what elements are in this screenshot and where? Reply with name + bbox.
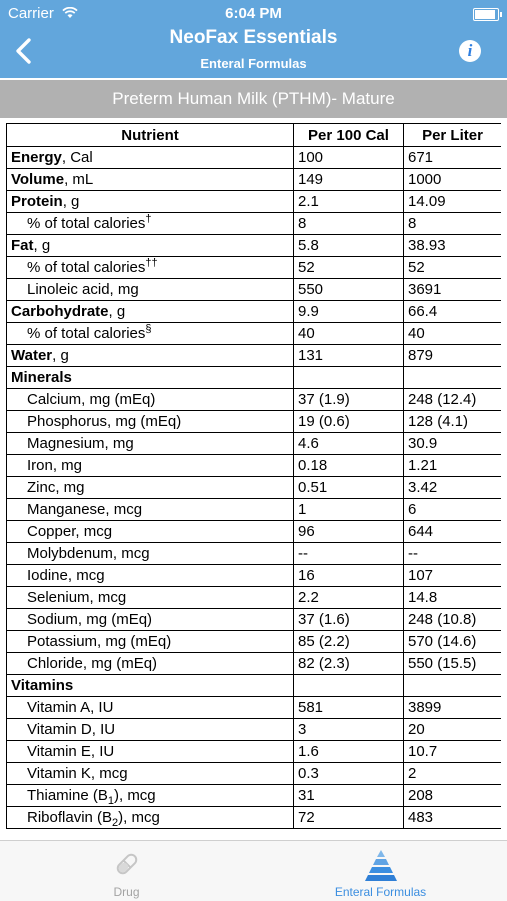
nutrient-label: Vitamin K, mcg	[27, 765, 128, 782]
value-per-100-cal	[294, 675, 404, 697]
tab-bar	[0, 840, 507, 901]
value-per-100-cal: 40	[294, 323, 404, 345]
column-header-nutrient: Nutrient	[7, 124, 294, 147]
nutrient-cell	[7, 631, 294, 653]
nutrient-subscript: 2	[112, 817, 119, 829]
table-row	[7, 763, 502, 785]
value-per-100-cal: 52	[294, 257, 404, 279]
table-row	[7, 807, 502, 829]
nutrient-table-container[interactable]	[6, 123, 501, 840]
value-per-liter: 38.93	[404, 235, 502, 257]
table-row	[7, 301, 502, 323]
table-row	[7, 389, 502, 411]
nutrient-cell	[7, 301, 294, 323]
value-per-100-cal: 2.2	[294, 587, 404, 609]
value-per-100-cal: 1.6	[294, 741, 404, 763]
nutrient-cell	[7, 521, 294, 543]
value-per-100-cal: 37 (1.6)	[294, 609, 404, 631]
nutrient-label: , g	[108, 303, 126, 320]
nutrient-cell	[7, 389, 294, 411]
value-per-liter: 570 (14.6)	[404, 631, 502, 653]
nutrient-subscript: 1	[107, 795, 114, 807]
nutrient-cell	[7, 169, 294, 191]
carrier-label: Carrier	[8, 5, 54, 22]
value-per-liter	[404, 367, 502, 389]
value-per-liter: 40	[404, 323, 502, 345]
nutrient-label-suffix: ), mcg	[113, 787, 156, 804]
nutrient-bold: Volume	[11, 171, 65, 188]
value-per-100-cal: 581	[294, 697, 404, 719]
nutrient-cell	[7, 455, 294, 477]
value-per-liter: 3899	[404, 697, 502, 719]
table-row	[7, 741, 502, 763]
nutrient-label: % of total calories	[27, 259, 146, 276]
table-row	[7, 411, 502, 433]
value-per-100-cal: 37 (1.9)	[294, 389, 404, 411]
nutrient-cell	[7, 565, 294, 587]
nutrient-label: , Cal	[61, 149, 93, 166]
value-per-liter: 248 (12.4)	[404, 389, 502, 411]
nutrient-label: Potassium, mg (mEq)	[27, 633, 172, 650]
value-per-100-cal: 100	[294, 147, 404, 169]
nutrient-cell	[7, 257, 294, 279]
nutrient-cell	[7, 191, 294, 213]
table-row	[7, 169, 502, 191]
nutrient-label: , g	[52, 347, 69, 364]
nutrient-bold: Carbohydrate	[11, 303, 109, 320]
nutrient-cell	[7, 279, 294, 301]
nutrient-label-suffix: ), mcg	[118, 809, 160, 826]
value-per-100-cal: 5.8	[294, 235, 404, 257]
nutrient-cell	[7, 367, 294, 389]
nutrient-label: Thiamine (B	[27, 787, 108, 804]
nav-bar	[0, 28, 507, 78]
nutrient-cell	[7, 785, 294, 807]
table-row	[7, 785, 502, 807]
nutrient-label: Molybdenum, mcg	[27, 545, 150, 562]
tab-enteral-formulas-label: Enteral Formulas	[334, 885, 427, 899]
value-per-100-cal: 1	[294, 499, 404, 521]
value-per-100-cal: 0.18	[294, 455, 404, 477]
value-per-liter: 483	[404, 807, 502, 829]
nutrient-table	[6, 123, 501, 829]
table-row	[7, 565, 502, 587]
table-row	[7, 499, 502, 521]
value-per-100-cal: 3	[294, 719, 404, 741]
value-per-liter: 208	[404, 785, 502, 807]
table-row	[7, 433, 502, 455]
nutrient-label: Iodine, mcg	[27, 567, 105, 584]
value-per-100-cal: 149	[294, 169, 404, 191]
nutrient-label: Iron, mg	[27, 457, 83, 474]
nutrient-bold: Vitamins	[11, 677, 74, 694]
nutrient-cell	[7, 807, 294, 829]
nutrient-cell	[7, 213, 294, 235]
nutrient-label: % of total calories	[27, 215, 146, 232]
nutrient-label: Chloride, mg (mEq)	[27, 655, 158, 672]
value-per-100-cal: 2.1	[294, 191, 404, 213]
pyramid-icon	[361, 849, 401, 888]
nutrient-bold: Protein	[11, 193, 63, 210]
nutrient-label: Phosphorus, mg (mEq)	[27, 413, 182, 430]
nutrient-label: Riboflavin (B	[27, 809, 113, 826]
nutrient-label: Linoleic acid, mg	[27, 281, 139, 298]
value-per-liter: 644	[404, 521, 502, 543]
nutrient-label: Copper, mcg	[27, 523, 113, 540]
value-per-liter: --	[404, 543, 502, 565]
value-per-100-cal: 16	[294, 565, 404, 587]
column-header-per-100-cal: Per 100 Cal	[294, 124, 404, 147]
value-per-liter: 66.4	[404, 301, 502, 323]
value-per-liter: 879	[404, 345, 502, 367]
value-per-liter: 10.7	[404, 741, 502, 763]
value-per-100-cal: 9.9	[294, 301, 404, 323]
table-row	[7, 345, 502, 367]
table-row	[7, 587, 502, 609]
page-title: NeoFax Essentials	[169, 27, 338, 48]
nutrient-label: Vitamin A, IU	[27, 699, 114, 716]
nutrient-cell	[7, 235, 294, 257]
nutrient-cell	[7, 653, 294, 675]
value-per-liter: 6	[404, 499, 502, 521]
table-row	[7, 609, 502, 631]
table-row	[7, 367, 502, 389]
section-header: Preterm Human Milk (PTHM)- Mature	[0, 80, 507, 118]
table-row	[7, 191, 502, 213]
nutrient-label: % of total calories	[27, 325, 146, 342]
value-per-100-cal: 82 (2.3)	[294, 653, 404, 675]
footnote-marker: §	[145, 323, 152, 335]
table-row	[7, 455, 502, 477]
value-per-liter: 1000	[404, 169, 502, 191]
value-per-100-cal: 31	[294, 785, 404, 807]
nutrient-cell	[7, 741, 294, 763]
table-row	[7, 631, 502, 653]
nutrient-label: , mL	[64, 171, 94, 188]
value-per-100-cal: 131	[294, 345, 404, 367]
value-per-liter: 550 (15.5)	[404, 653, 502, 675]
table-header-row	[7, 124, 502, 147]
value-per-liter: 248 (10.8)	[404, 609, 502, 631]
table-row	[7, 323, 502, 345]
nutrient-label: Calcium, mg (mEq)	[27, 391, 156, 408]
value-per-liter: 14.8	[404, 587, 502, 609]
nutrient-label: Selenium, mcg	[27, 589, 127, 606]
value-per-liter: 128 (4.1)	[404, 411, 502, 433]
value-per-liter: 14.09	[404, 191, 502, 213]
clock: 6:04 PM	[225, 5, 282, 22]
status-bar	[0, 0, 507, 28]
nutrient-label: Sodium, mg (mEq)	[27, 611, 153, 628]
nutrient-cell	[7, 763, 294, 785]
value-per-liter: 1.21	[404, 455, 502, 477]
battery-icon	[473, 8, 499, 21]
page-subtitle: Enteral Formulas	[200, 56, 307, 71]
nutrient-label: Vitamin D, IU	[27, 721, 116, 738]
nutrient-bold: Fat	[11, 237, 34, 254]
nutrient-cell	[7, 411, 294, 433]
value-per-liter: 8	[404, 213, 502, 235]
table-row	[7, 147, 502, 169]
value-per-100-cal: 19 (0.6)	[294, 411, 404, 433]
nutrient-cell	[7, 697, 294, 719]
pill-icon	[112, 849, 142, 884]
nutrient-label: Zinc, mg	[27, 479, 85, 496]
value-per-100-cal: 0.3	[294, 763, 404, 785]
table-row	[7, 235, 502, 257]
info-icon[interactable]: i	[459, 40, 481, 62]
value-per-liter: 20	[404, 719, 502, 741]
value-per-liter: 3691	[404, 279, 502, 301]
value-per-100-cal: 85 (2.2)	[294, 631, 404, 653]
value-per-100-cal: 550	[294, 279, 404, 301]
value-per-liter: 2	[404, 763, 502, 785]
nutrient-bold: Energy	[11, 149, 62, 166]
table-row	[7, 697, 502, 719]
value-per-100-cal: 0.51	[294, 477, 404, 499]
nutrient-cell	[7, 433, 294, 455]
nutrient-cell	[7, 477, 294, 499]
table-row	[7, 257, 502, 279]
footnote-marker: †	[145, 213, 152, 225]
nutrient-label: Vitamin E, IU	[27, 743, 115, 760]
nutrient-label: , g	[33, 237, 51, 254]
table-row	[7, 213, 502, 235]
value-per-100-cal: 4.6	[294, 433, 404, 455]
table-row	[7, 653, 502, 675]
value-per-liter: 671	[404, 147, 502, 169]
nutrient-cell	[7, 719, 294, 741]
nutrient-label: Manganese, mcg	[27, 501, 143, 518]
tab-drug-label: Drug	[113, 885, 140, 899]
value-per-liter: 3.42	[404, 477, 502, 499]
nutrient-cell	[7, 587, 294, 609]
nutrient-cell	[7, 675, 294, 697]
nutrient-label: , g	[62, 193, 80, 210]
nutrient-cell	[7, 323, 294, 345]
nutrient-cell	[7, 499, 294, 521]
value-per-100-cal	[294, 367, 404, 389]
table-row	[7, 543, 502, 565]
value-per-liter: 52	[404, 257, 502, 279]
value-per-100-cal: 8	[294, 213, 404, 235]
table-row	[7, 521, 502, 543]
value-per-liter: 107	[404, 565, 502, 587]
column-header-per-liter: Per Liter	[404, 124, 502, 147]
value-per-100-cal: --	[294, 543, 404, 565]
nutrient-cell	[7, 345, 294, 367]
table-row	[7, 675, 502, 697]
nutrient-cell	[7, 609, 294, 631]
table-row	[7, 719, 502, 741]
tab-enteral-formulas[interactable]	[254, 841, 507, 901]
nutrient-label: Magnesium, mg	[27, 435, 134, 452]
value-per-liter	[404, 675, 502, 697]
nutrient-cell	[7, 543, 294, 565]
footnote-marker: ††	[145, 257, 158, 269]
nutrient-bold: Minerals	[11, 369, 72, 386]
value-per-100-cal: 96	[294, 521, 404, 543]
nutrient-bold: Water	[11, 347, 53, 364]
value-per-liter: 30.9	[404, 433, 502, 455]
value-per-100-cal: 72	[294, 807, 404, 829]
table-row	[7, 279, 502, 301]
table-row	[7, 477, 502, 499]
nutrient-cell	[7, 147, 294, 169]
tab-drug[interactable]	[0, 841, 253, 901]
